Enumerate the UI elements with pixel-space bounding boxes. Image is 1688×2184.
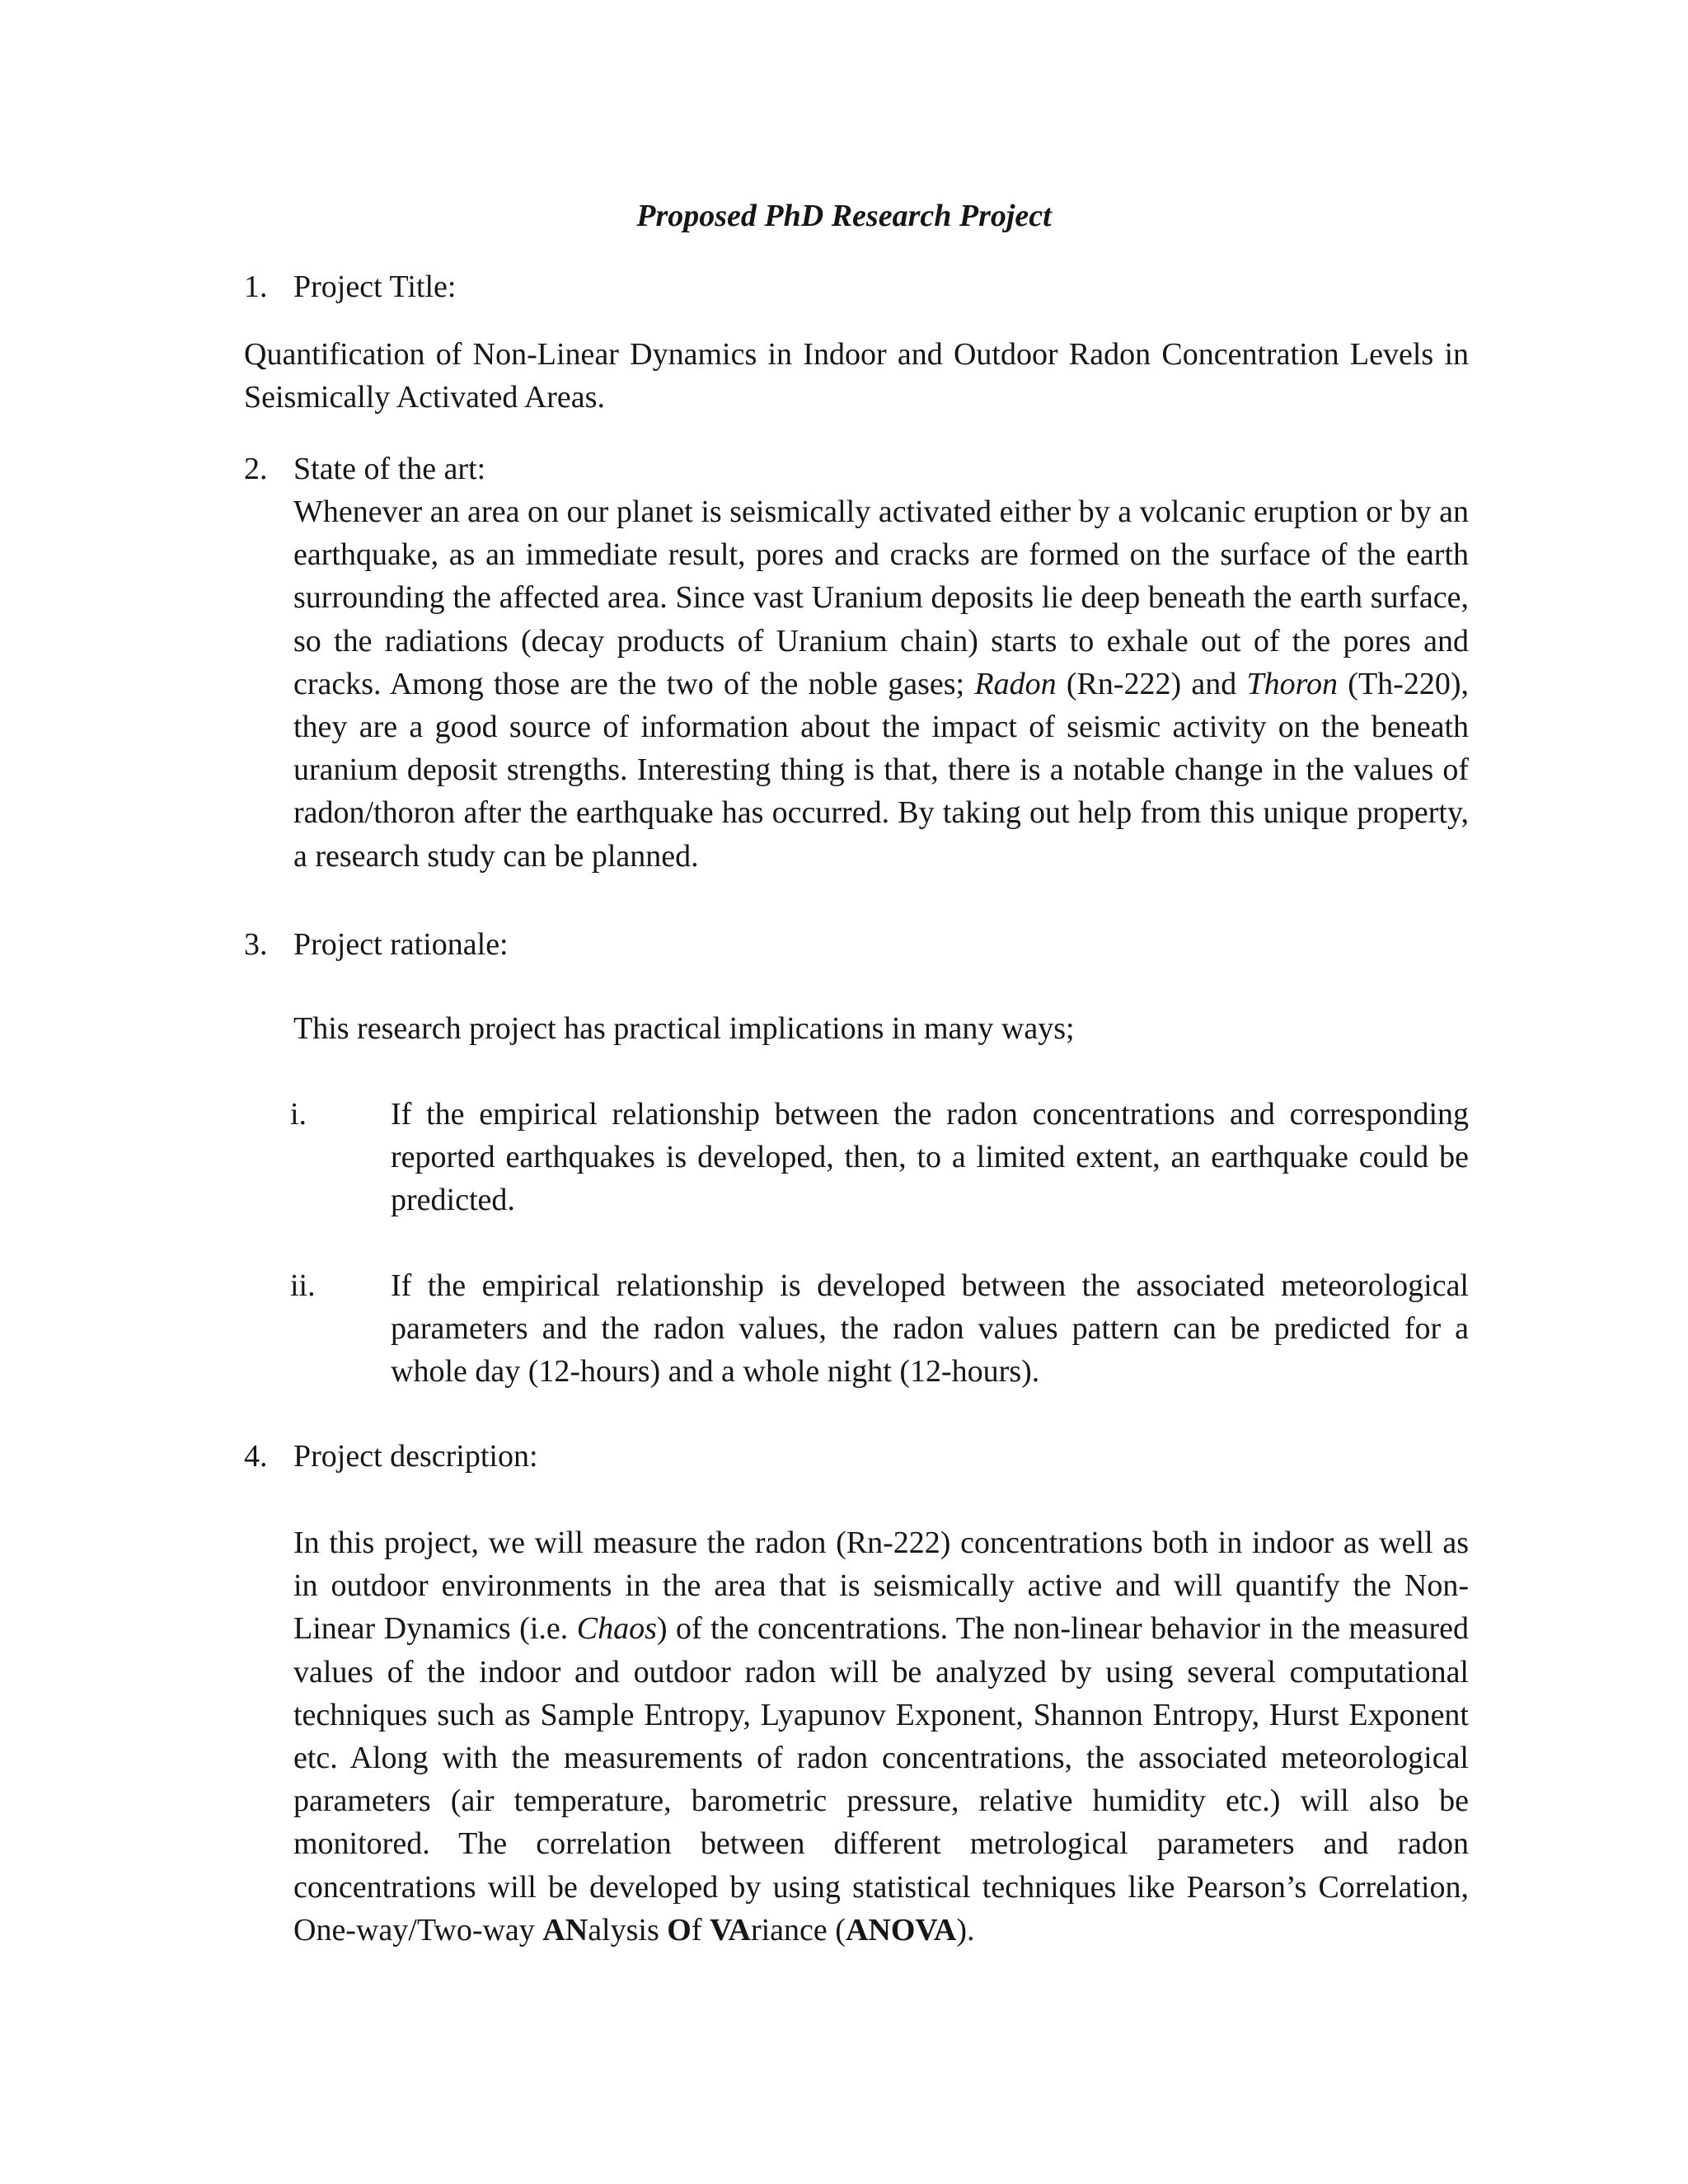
anova-letters-va: VA: [709, 1912, 751, 1947]
rationale-item-1-marker: i.: [290, 1097, 307, 1132]
section-4-text-b: ) of the concentrations. The non-linear behavior in the measured values of the indoor and outdoor radon will be analyzed by using several computational techniques such as Sample Entropy, Lyapunov Exponent, Shannon Entropy, Hurst Exponent etc. Along with the measurements of radon concentrations, the associated meteorological parameters (air temperature, barometric pressure, relative humidity etc.) will also be monitored. The correlation between different metrological parameters and radon concentrations will be developed by using statistical techniques like Pearson’s Correlation, One-way/Two-way: [293, 1611, 1470, 1947]
section-1-text: Quantification of Non-Linear Dynamics in Indoor and Outdoor Radon Concentration Levels in Seismically Activated Areas.: [244, 337, 1469, 415]
section-4-number: 4.: [244, 1439, 268, 1474]
section-2-text-b: (Rn-222) and: [1056, 666, 1247, 701]
anova-letter-o: O: [667, 1912, 692, 1947]
section-1-heading: Project Title:: [293, 269, 457, 304]
radon-term: Radon: [974, 666, 1057, 701]
anova-word-f: f: [691, 1912, 710, 1947]
section-3-heading: Project rationale:: [293, 927, 509, 962]
rationale-item-2-marker: ii.: [290, 1268, 316, 1303]
page-title: Proposed PhD Research Project: [636, 199, 1052, 233]
anova-letters-an: AN: [542, 1912, 588, 1947]
thoron-term: Thoron: [1246, 666, 1339, 701]
section-4-paragraph: [293, 1521, 1469, 1952]
section-4-text-end: ).: [956, 1912, 975, 1947]
section-2-heading: State of the art:: [293, 452, 486, 486]
section-3-intro: This research project has practical implications in many ways;: [293, 1011, 1075, 1046]
rationale-item-1-text: If the empirical relationship between the radon concentrations and corresponding reported earthquakes is developed, then, to a limited extent, an earthquake could be predicted.: [391, 1097, 1469, 1218]
section-2-paragraph: [293, 490, 1469, 878]
section-2-text-c: (Th-220), they are a good source of information about the impact of seismic activity on the beneath uranium deposit strengths. Interesting thing is that, there is a notable change in the values of radon/thoron after the earthquake has occurred. By taking out help from this unique property, a research study can be planned.: [293, 666, 1469, 874]
anova-word-alysis: alysis: [588, 1912, 668, 1947]
section-2-number: 2.: [244, 452, 268, 486]
section-3-number: 3.: [244, 927, 268, 962]
anova-word-riance: riance (: [750, 1912, 846, 1947]
section-1-number: 1.: [244, 269, 268, 304]
chaos-term: Chaos: [576, 1611, 657, 1647]
section-4-text-a: In this project, we will measure the radon (Rn-222) concentrations both in indoor as well as in outdoor environments in the area that is seismically active and will quantify the Non-Linear Dynamics (i.e.: [293, 1526, 1469, 1647]
rationale-item-2-text: If the empirical relationship is developed between the associated meteorological parameters and the radon values, the radon values pattern can be predicted for a whole day (12-hours) and a whole night (12-hours).: [391, 1268, 1469, 1390]
section-4-heading: Project description:: [293, 1439, 538, 1474]
anova-acronym: ANOVA: [845, 1912, 957, 1947]
section-2-text-a: Whenever an area on our planet is seismically activated either by a volcanic eruption or by an earthquake, as an immediate result, pores and cracks are formed on the surface of the earth surrounding the affected area. Since vast Uranium deposits lie deep beneath the earth surface, so the radiations (decay products of Uranium chain) starts to exhale out of the pores and cracks. Among those are the two of the noble gases;: [293, 494, 1469, 701]
